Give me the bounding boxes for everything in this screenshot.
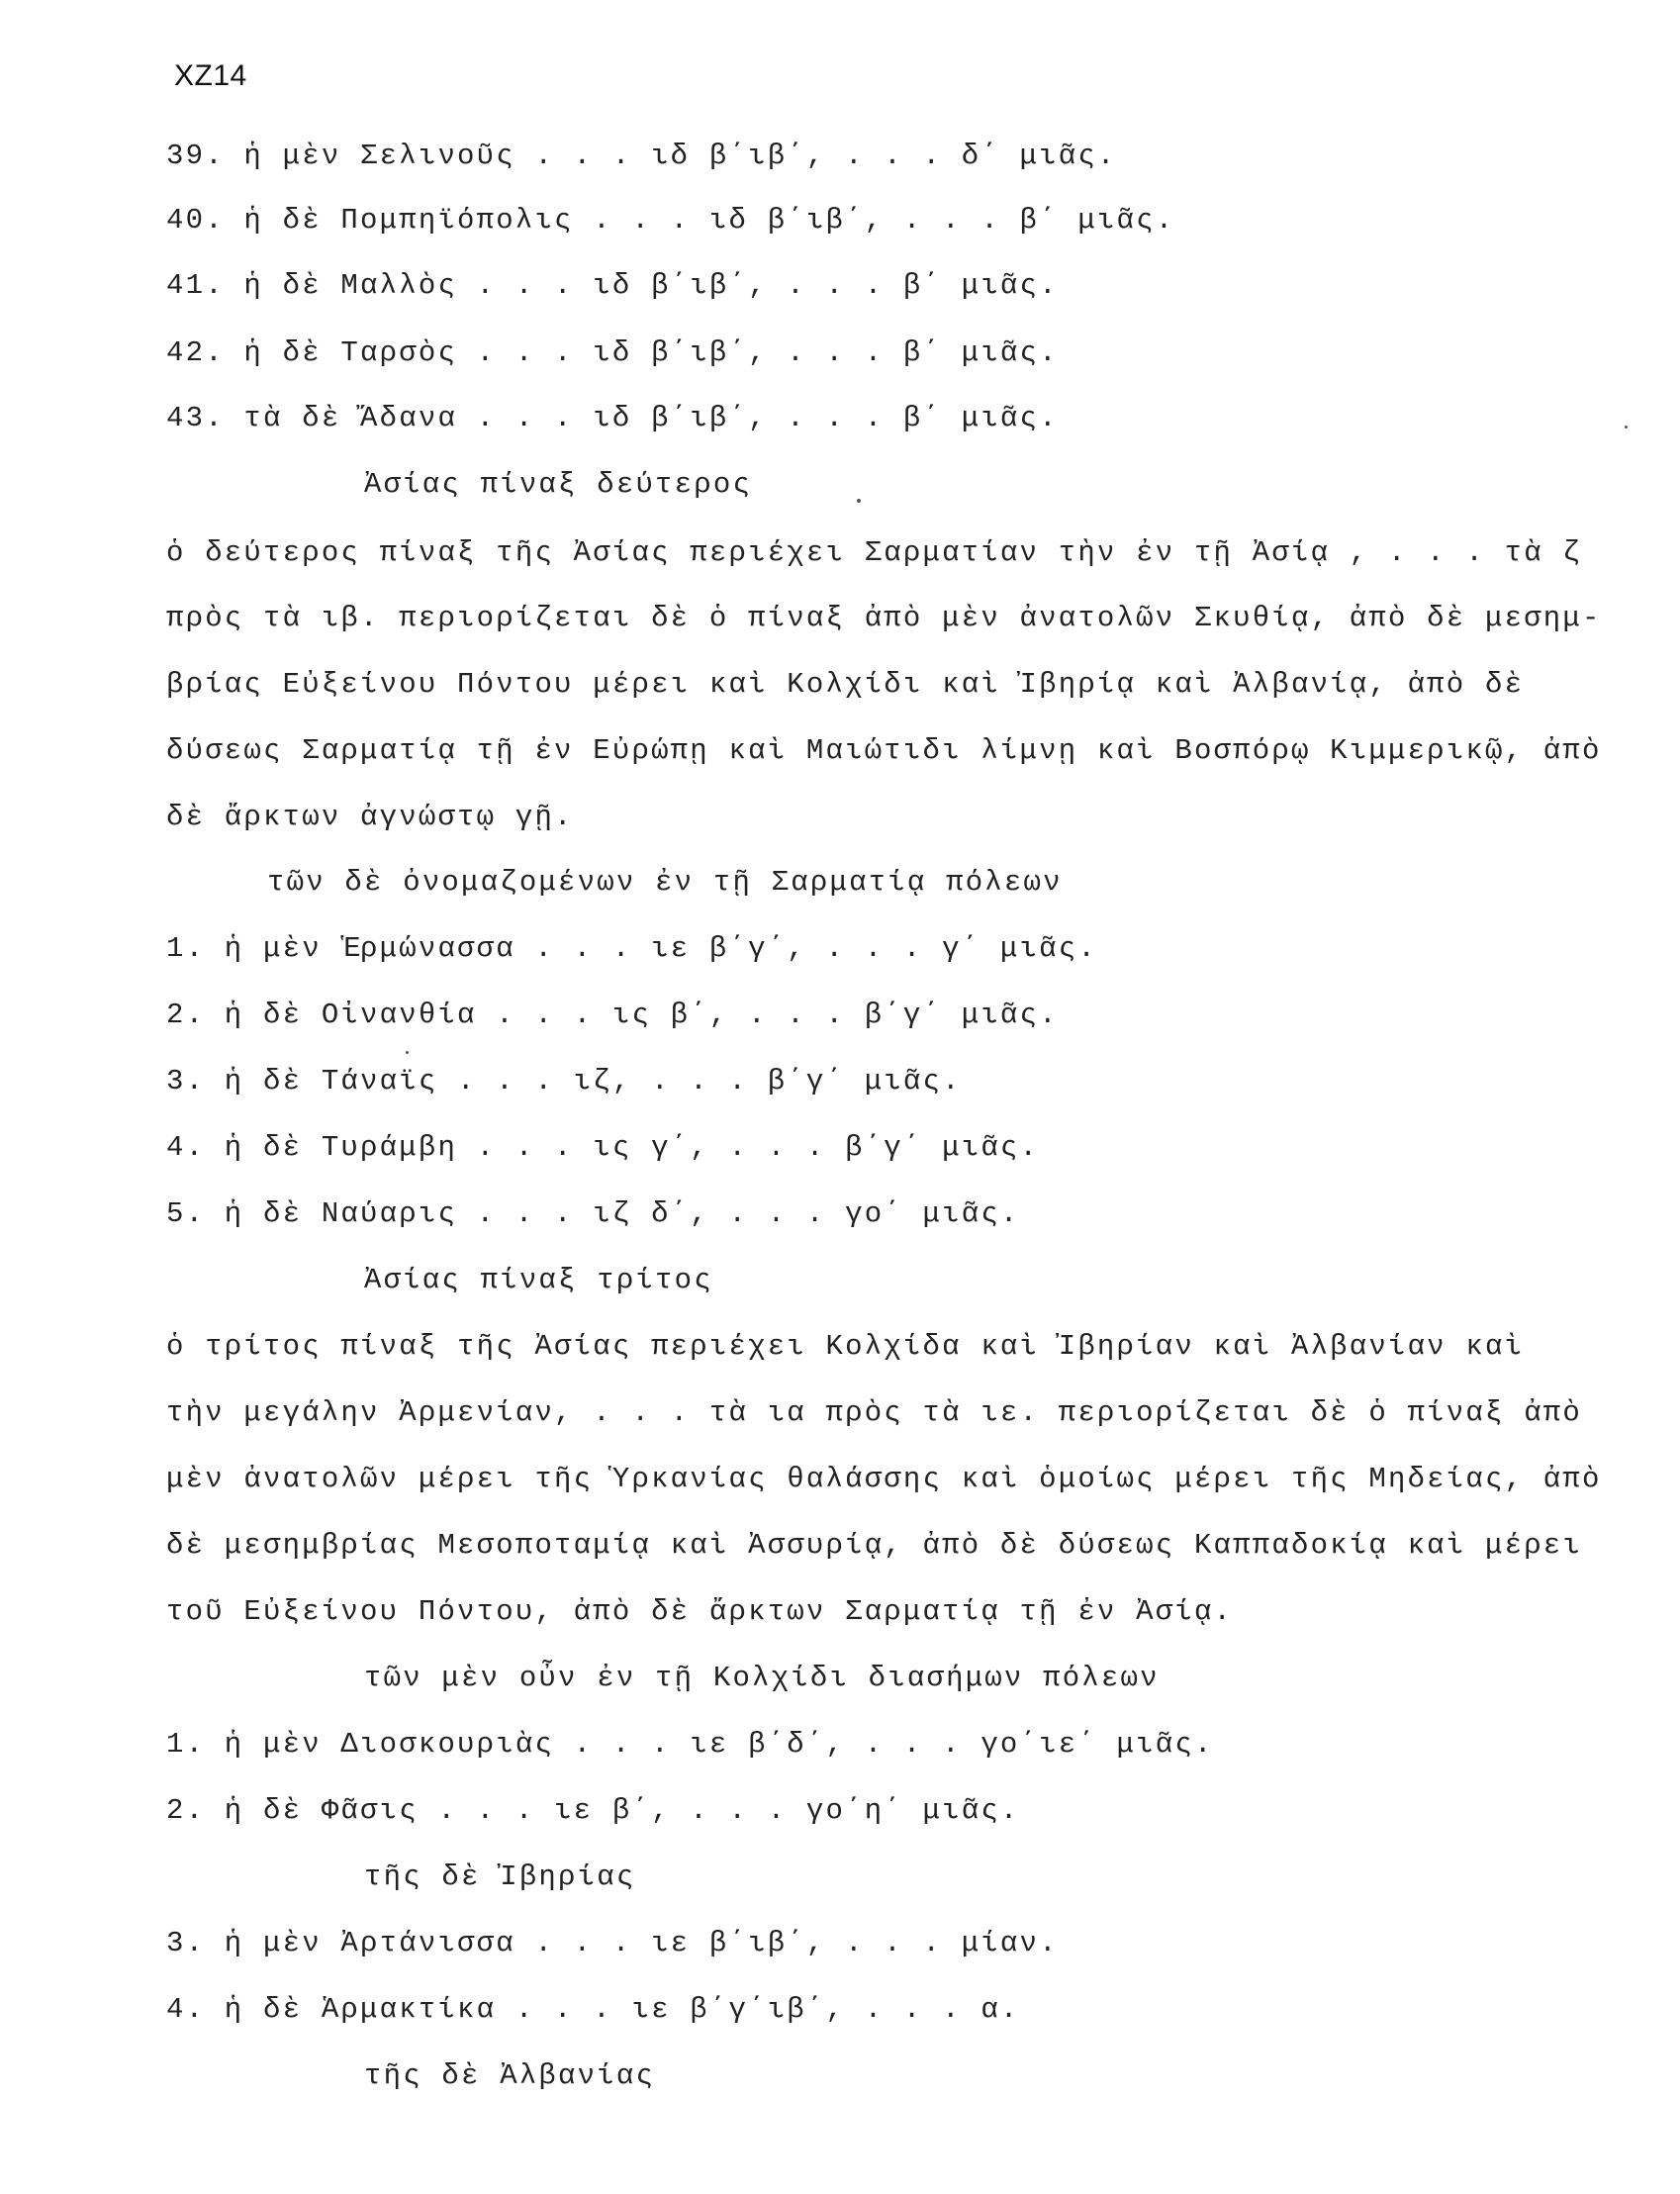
text-line: δύσεως Σαρματίᾳ τῇ ἐν Εὐρώπῃ καὶ Μαιώτιδι λίμνῃ καὶ Βοσπόρῳ Κιμμερικῷ, ἀπὸ xyxy=(166,734,1602,767)
text-line: 41. ἡ δὲ Μαλλὸς . . . ιδ β΄ιβ΄, . . . β΄ μιᾶς. xyxy=(166,269,1059,302)
text-line: 1. ἡ μὲν Διοσκουριὰς . . . ιε β΄δ΄, . . . γο΄ιε΄ μιᾶς. xyxy=(166,1728,1214,1761)
text-line: 3. ἡ μὲν Ἀρτάνισσα . . . ιε β΄ιβ΄, . . . μίαν. xyxy=(166,1927,1059,1959)
text-line: 2. ἡ δὲ Φᾶσις . . . ιε β΄, . . . γο΄η΄ μιᾶς. xyxy=(166,1794,1020,1827)
ink-speck xyxy=(857,499,861,503)
ink-speck xyxy=(1625,426,1628,429)
text-line: 1. ἡ μὲν Ἑρμώνασσα . . . ιε β΄γ΄, . . . γ΄ μιᾶς. xyxy=(166,932,1097,965)
text-line: πρὸς τὰ ιβ. περιορίζεται δὲ ὁ πίναξ ἀπὸ μὲν ἀνατολῶν Σκυθίᾳ, ἀπὸ δὲ μεσημ- xyxy=(166,602,1602,634)
subheading: τῶν μὲν οὖν ἐν τῇ Κολχίδι διασήμων πόλεων xyxy=(364,1662,1160,1694)
text-line: βρίας Εὐξείνου Πόντου μέρει καὶ Κολχίδι καὶ Ἰβηρίᾳ καὶ Ἀλβανίᾳ, ἀπὸ δὲ xyxy=(166,668,1525,701)
ink-speck xyxy=(406,1051,409,1054)
section-heading: Ἀσίας πίναξ δεύτερος xyxy=(364,468,753,501)
text-line: 40. ἡ δὲ Πομπηϊόπολις . . . ιδ β΄ιβ΄, . . . β΄ μιᾶς. xyxy=(166,204,1175,237)
subheading: τῶν δὲ ὀνομαζομένων ἐν τῇ Σαρματίᾳ πόλεων xyxy=(267,866,1063,899)
text-line: ὁ τρίτος πίναξ τῆς Ἀσίας περιέχει Κολχίδα καὶ Ἰβηρίαν καὶ Ἀλβανίαν καὶ xyxy=(166,1330,1525,1363)
text-line: τοῦ Εὐξείνου Πόντου, ἀπὸ δὲ ἄρκτων Σαρματίᾳ τῇ ἐν Ἀσίᾳ. xyxy=(166,1595,1234,1628)
text-line: μὲν ἀνατολῶν μέρει τῆς Ὑρκανίας θαλάσσης καὶ ὁμοίως μέρει τῆς Μηδείας, ἀπὸ xyxy=(166,1463,1602,1495)
text-line: δὲ ἄρκτων ἀγνώστῳ γῇ. xyxy=(166,801,574,833)
text-line: 3. ἡ δὲ Τάναϊς . . . ιζ, . . . β΄γ΄ μιᾶς. xyxy=(166,1065,962,1097)
text-line: 39. ἡ μὲν Σελινοῦς . . . ιδ β΄ιβ΄, . . . δ΄ μιᾶς. xyxy=(166,140,1117,172)
text-line: ὁ δεύτερος πίναξ τῆς Ἀσίας περιέχει Σαρματίαν τὴν ἐν τῇ Ἀσίᾳ , . . . τὰ ζ xyxy=(166,536,1583,569)
text-line: 5. ἡ δὲ Ναύαρις . . . ιζ δ΄, . . . γο΄ μιᾶς. xyxy=(166,1197,1020,1230)
text-line: δὲ μεσημβρίας Μεσοποταμίᾳ καὶ Ἀσσυρίᾳ, ἀπὸ δὲ δύσεως Καππαδοκίᾳ καὶ μέρει xyxy=(166,1529,1583,1562)
subheading: τῆς δὲ Ἰβηρίας xyxy=(364,1860,636,1893)
page-label: XZ14 xyxy=(174,59,247,92)
text-line: τὴν μεγάλην Ἀρμενίαν, . . . τὰ ια πρὸς τὰ ιε. περιορίζεται δὲ ὁ πίναξ ἀπὸ xyxy=(166,1396,1583,1429)
text-line: 2. ἡ δὲ Οἰνανθία . . . ις β΄, . . . β΄γ΄ μιᾶς. xyxy=(166,999,1059,1031)
text-line: 42. ἡ δὲ Ταρσὸς . . . ιδ β΄ιβ΄, . . . β΄ μιᾶς. xyxy=(166,336,1059,369)
subheading: τῆς δὲ Ἀλβανίας xyxy=(364,2059,656,2092)
text-line: 4. ἡ δὲ Τυράμβη . . . ις γ΄, . . . β΄γ΄ μιᾶς. xyxy=(166,1131,1040,1164)
section-heading: Ἀσίας πίναξ τρίτος xyxy=(364,1264,713,1296)
text-line: 43. τὰ δὲ Ἄδανα . . . ιδ β΄ιβ΄, . . . β΄ μιᾶς. xyxy=(166,402,1059,434)
text-line: 4. ἡ δὲ Ἁρμακτίκα . . . ιε β΄γ΄ιβ΄, . . . α. xyxy=(166,1993,1020,2026)
